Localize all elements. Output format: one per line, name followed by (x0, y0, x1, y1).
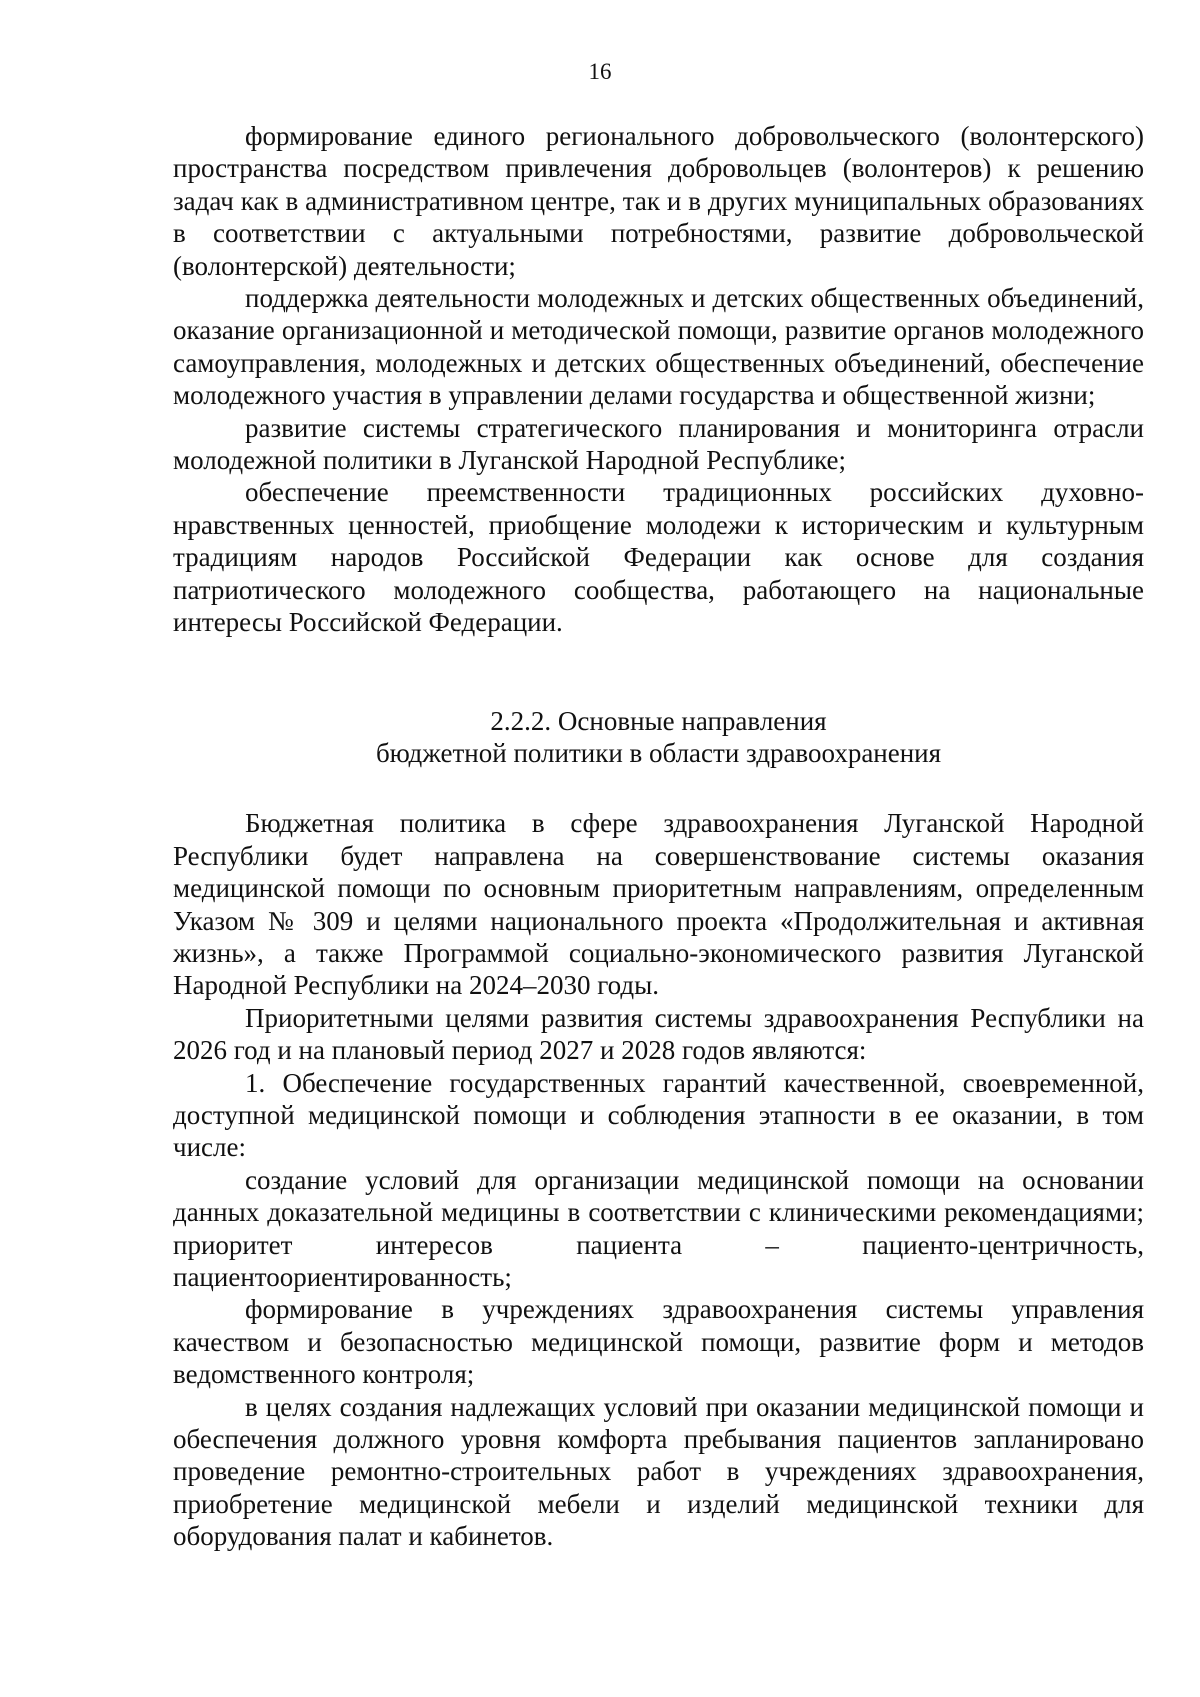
paragraph-repair-works: в целях создания надлежащих условий при оказании медицинской помощи и обеспечения должного уровня комфорта пребывания пациентов запланировано проведение ремонтно-строительных работ в учреждениях здравоохранения, приобретение медицинской мебели и изделий медицинской техники для оборудования палат и кабинетов. (173, 1391, 1144, 1552)
paragraph-youth-associations: поддержка деятельности молодежных и детских общественных объединений, оказание организационной и методической помощи, развитие органов молодежного самоуправления, молодежных и детских общественных объединений, обеспечение молодежного участия в управлении делами государства и общественной жизни; (173, 283, 1144, 411)
paragraph-quality-management: формирование в учреждениях здравоохранения системы управления качеством и безопасностью медицинской помощи, развитие форм и методов ведомственного контроля; (173, 1294, 1144, 1390)
paragraph-strategic-planning: развитие системы стратегического планирования и мониторинга отрасли молодежной политики в Луганской Народной Республике; (173, 412, 1144, 476)
paragraph-volunteer-space: формирование единого регионального добровольческого (волонтерского) пространства посредством привлечения добровольцев (волонтеров) к решению задач как в административном центре, так и в других муниципальных образованиях в соответствии с актуальными потребностями, развитие добровольческой (волонтерской) деятельности; (173, 121, 1144, 281)
document-body (173, 120, 1144, 1553)
spacer (173, 769, 1144, 807)
section-heading-line-1: 2.2.2. Основные направления (490, 705, 827, 736)
paragraph-evidence-based-medicine: создание условий для организации медицинской помощи на основании данных доказательной медицины в соответствии с клиническими рекомендациями; приоритет интересов пациента – пациенто-центричность, пациентоориентированность; (173, 1164, 1144, 1292)
spacer (173, 639, 1144, 705)
paragraph-budget-policy: Бюджетная политика в сфере здравоохранения Луганской Народной Республики будет направлена на совершенствование системы оказания медицинской помощи по основным приоритетным направлениям, определенным Указом № 309 и целями национального проекта «Продолжительная и активная жизнь», а также Программой социально-экономического развития Луганской Народной Республики на 2024–2030 годы. (173, 808, 1144, 1001)
page-number: 16 (588, 59, 612, 84)
section-heading (173, 705, 1144, 770)
paragraph-traditional-values: обеспечение преемственности традиционных российских духовно-нравственных ценностей, приобщение молодежи к историческим и культурным традициям народов Российской Федерации как основе для создания патриотического молодежного сообщества, работающего на национальные интересы Российской Федерации. (173, 477, 1144, 638)
section-heading-line-2: бюджетной политики в области здравоохранения (375, 737, 942, 768)
paragraph-priority-goals: Приоритетными целями развития системы здравоохранения Республики на 2026 год и на плановый период 2027 и 2028 годов являются: (173, 1002, 1144, 1066)
paragraph-state-guarantees: 1. Обеспечение государственных гарантий качественной, своевременной, доступной медицинской помощи и соблюдения этапности в ее оказании, в том числе: (173, 1067, 1144, 1163)
